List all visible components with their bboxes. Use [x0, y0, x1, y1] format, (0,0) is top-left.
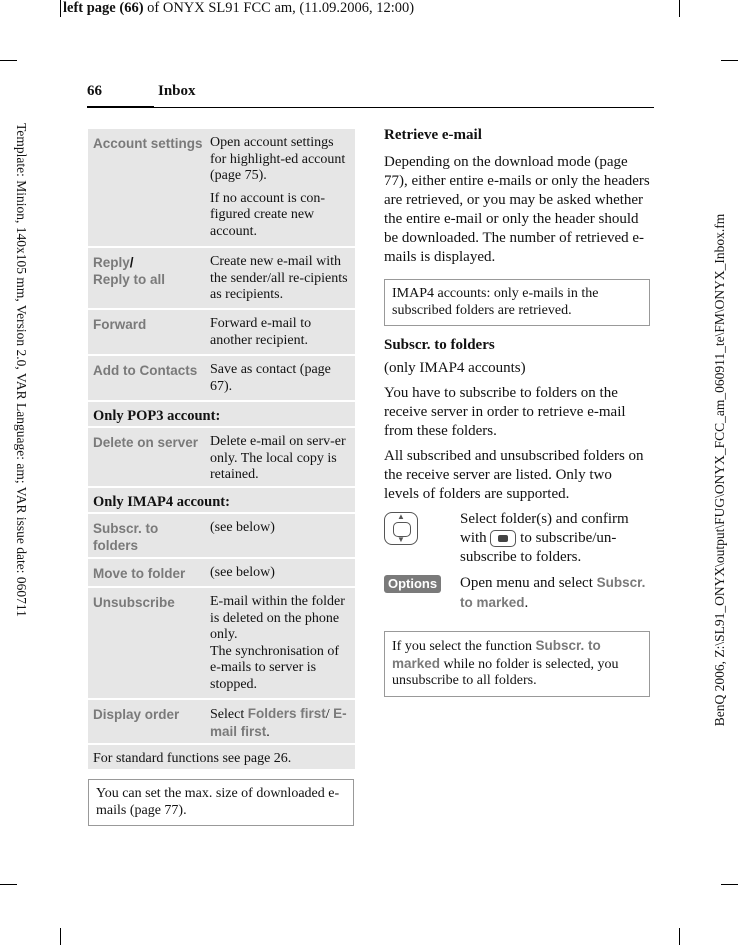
options-table — [88, 129, 355, 771]
options-softkey: Options — [384, 575, 441, 593]
note-max-size: You can set the max. size of downloaded e-mails (page 77). — [88, 779, 354, 826]
option-description: Save as contact (page 67). — [210, 362, 331, 394]
option-description — [205, 129, 355, 246]
keyword-folders-first: Folders first — [247, 706, 326, 721]
period: . — [266, 724, 270, 740]
description-text: The synchronisation of e-mails to server is stopped. — [210, 643, 340, 692]
paragraph-folders-listed: All subscribed and unsubscribed folders on the receive server are listed. Only two levels of folders are supported. — [384, 448, 644, 502]
option-label: Delete on server — [93, 435, 199, 450]
page-title: Inbox — [158, 83, 196, 99]
step-text — [460, 573, 650, 613]
option-label: Move to folder — [93, 566, 186, 581]
option-label: Account settings — [93, 136, 203, 151]
crop-header — [63, 0, 414, 17]
crop-mark — [60, 928, 61, 945]
heading-subscr-to-folders: Subscr. to folders — [384, 337, 495, 353]
table-row-move-to-folder — [88, 559, 355, 586]
table-row-standard-functions: For standard functions see page 26. — [88, 745, 355, 769]
option-description — [205, 588, 355, 698]
option-description: Forward e-mail to another recipient. — [210, 316, 312, 348]
navigation-key-icon — [384, 512, 418, 545]
table-row-unsubscribe — [88, 588, 355, 698]
keyword-email-first: E-mail first — [210, 706, 347, 739]
option-label: Add to Contacts — [93, 363, 198, 378]
page-number: 66 — [87, 83, 102, 99]
options-key-cell — [384, 573, 460, 613]
note-text: If you select the function — [392, 639, 536, 654]
description-text: Select — [210, 707, 248, 722]
right-column — [384, 126, 650, 707]
option-label-reply: Reply — [93, 255, 130, 270]
crop-mark — [721, 884, 738, 885]
crop-header-bold: left page (66) — [63, 0, 144, 16]
option-label: Unsubscribe — [93, 595, 175, 610]
section-heading-pop3: Only POP3 account: — [88, 402, 355, 426]
table-row-display-order — [88, 700, 355, 743]
file-path-vertical: BenQ 2006, Z:\SL91_ONYX\output\FUG\ONYX_FCC_am_060911_te\FM\ONYX_Inbox.fm — [712, 213, 727, 727]
step-select-folders — [384, 510, 650, 567]
template-info-vertical: Template: Minion, 140x105 mm, Version 2.0, VAR Language: am; VAR issue date: 060711 — [14, 123, 29, 617]
subtitle-imap4-only: (only IMAP4 accounts) — [384, 360, 526, 376]
option-description: (see below) — [210, 565, 275, 580]
crop-mark — [60, 0, 61, 17]
nav-key-cell — [384, 510, 460, 567]
table-row-delete-on-server — [88, 428, 355, 486]
label-separator: / — [129, 255, 134, 270]
description-text: E-mail within the folder is deleted on the phone only. — [210, 594, 345, 642]
step-text-part: Select folder(s) and confirm with — [460, 511, 629, 546]
paragraph-subscribe: You have to subscribe to folders on the receive server in order to retrieve e-mail from these folders. — [384, 385, 626, 439]
nav-up-arrow-icon: ▲ — [397, 512, 405, 521]
table-row-reply — [88, 248, 355, 308]
note-no-folder-selected — [384, 631, 650, 697]
crop-mark — [0, 60, 17, 61]
paragraph-retrieve: Depending on the download mode (page 77), either entire e-mails or only the headers are retrieved, or you may be asked whether the entire e-mail or only the header should be downloaded. The number of retrieved e-mails is displayed. — [384, 154, 650, 265]
crop-mark — [0, 884, 17, 885]
option-label: Display order — [93, 707, 180, 722]
keyword-subscr-to-marked: Subscr. to marked — [460, 575, 646, 610]
keyword-subscr-to-marked: Subscr. to marked — [392, 638, 601, 671]
option-description — [205, 700, 355, 743]
description-text: If no account is con-figured create new account. — [210, 190, 326, 239]
table-row-add-contacts — [88, 356, 355, 400]
header-rule — [154, 107, 654, 108]
header-rule-thick — [87, 106, 154, 108]
period: . — [524, 595, 529, 611]
option-label: Subscr. to folders — [93, 521, 159, 553]
note-text: while no folder is selected, you unsubscribe to all folders. — [392, 656, 619, 688]
separator: / — [325, 707, 330, 722]
table-row-subscr-to-folders — [88, 514, 355, 557]
option-label — [88, 248, 205, 308]
step-open-menu — [384, 573, 650, 613]
crop-mark — [679, 928, 680, 945]
center-key-icon — [490, 530, 516, 547]
option-description: Create new e-mail with the sender/all re-cipients as recipients. — [210, 254, 348, 302]
step-text-part: to subscribe/un-subscribe to folders. — [460, 530, 617, 565]
crop-header-rest: of ONYX SL91 FCC am, (11.09.2006, 12:00) — [143, 0, 415, 16]
step-text-part: Open menu and select — [460, 575, 597, 591]
option-description: (see below) — [210, 520, 275, 535]
heading-retrieve-email: Retrieve e-mail — [384, 127, 482, 143]
option-label-reply-all: Reply to all — [93, 272, 166, 287]
option-label: Forward — [93, 317, 147, 332]
table-row-forward — [88, 310, 355, 354]
description-text: Open account settings for highlight-ed account (page 75). — [210, 135, 346, 183]
step-text — [460, 510, 650, 567]
section-heading-imap4: Only IMAP4 account: — [88, 488, 355, 512]
crop-mark — [721, 60, 738, 61]
option-description: Delete e-mail on serv-er only. The local copy is retained. — [210, 434, 346, 482]
crop-mark — [679, 0, 680, 17]
table-row-account-settings — [88, 129, 355, 246]
note-imap4: IMAP4 accounts: only e-mails in the subscribed folders are retrieved. — [384, 279, 650, 326]
nav-down-arrow-icon: ▼ — [397, 535, 405, 544]
